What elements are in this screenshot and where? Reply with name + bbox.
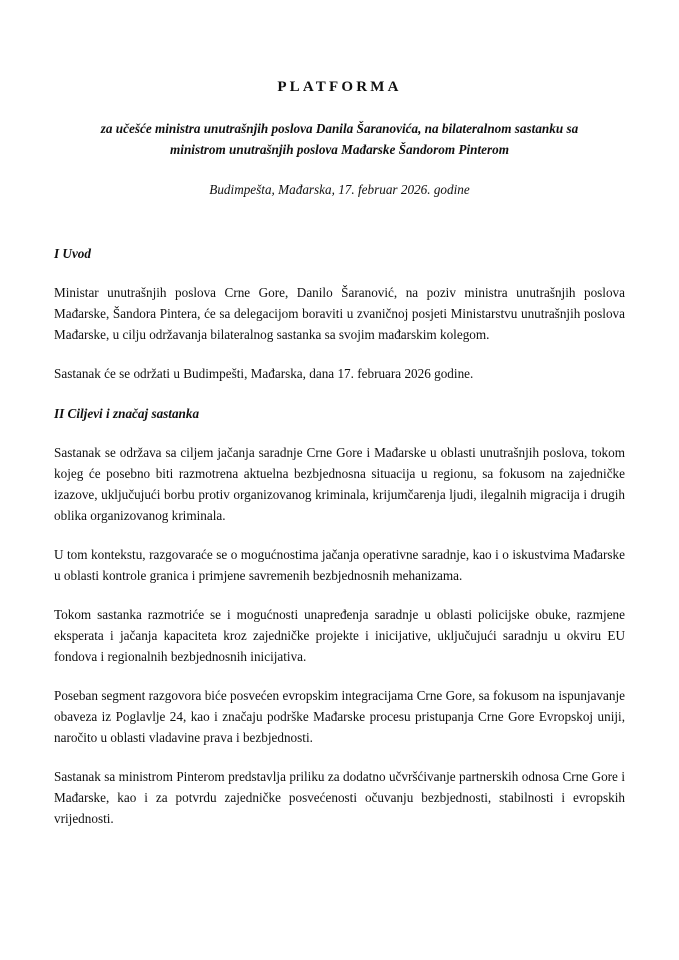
- paragraph: Sastanak sa ministrom Pinterom predstavlja priliku za dodatno učvršćivanje partnerskih odnosa Crne Gore i Mađarske, kao i za potvrdu zajedničke posvećenosti očuvanju bezbjednosti, stabilnosti i evropskih vrijednosti.: [54, 769, 625, 826]
- page-title: PLATFORMA: [277, 79, 402, 95]
- paragraph: Tokom sastanka razmotriće se i mogućnosti unapređenja saradnje u oblasti policijske obuke, razmjene eksperata i jačanja kapaciteta kroz zajedničke projekte i inicijative, uključujući saradnju u okviru EU fondova i regionalnih bezbjednosnih inicijativa.: [54, 607, 625, 664]
- document-subtitle: za učešće ministra unutrašnjih poslova Danila Šaranovića, na bilateralnom sastanku sa ministrom unutrašnjih poslova Mađarske Šandorom Pinterom: [100, 121, 579, 157]
- paragraph: Sastanak će se održati u Budimpešti, Mađarska, dana 17. februara 2026 godine.: [54, 366, 474, 381]
- document-header: [54, 78, 625, 200]
- paragraph: Sastanak se održava sa ciljem jačanja saradnje Crne Gore i Mađarske u oblasti unutrašnjih poslova, tokom kojeg će posebno biti razmotrena aktuelna bezbjednosna situacija u regionu, sa fokusom na zajedničke izazove, uključujući borbu protiv organizovanog kriminala, krijumčarenja ljudi, ilegalnih migracija i drugih oblika organizovanog kriminala.: [54, 445, 625, 523]
- section-heading-ciljevi: II Ciljevi i značaj sastanka: [54, 406, 200, 421]
- paragraph: U tom kontekstu, razgovaraće se o mogućnostima jačanja operativne saradnje, kao i o iskustvima Mađarske u oblasti kontrole granica i primjene savremenih bezbjednosnih mehanizama.: [54, 547, 625, 583]
- paragraph: Ministar unutrašnjih poslova Crne Gore, Danilo Šaranović, na poziv ministra unutrašnjih poslova Mađarske, Šandora Pintera, će sa delegacijom boraviti u zvaničnoj posjeti Ministarstvu unutrašnjih poslova Mađarske, u cilju održavanja bilateralnog sastanka sa svojim mađarskim kolegom.: [54, 285, 625, 342]
- section-uvod: [54, 244, 625, 384]
- paragraph: Poseban segment razgovora biće posvećen evropskim integracijama Crne Gore, sa fokusom na ispunjavanje obaveza iz Poglavlje 24, kao i značaju podrške Mađarske procesu pristupanja Crne Gore Evropskoj uniji, naročito u oblasti vladavine prava i bezbjednosti.: [54, 688, 625, 745]
- document-place-date: Budimpešta, Mađarska, 17. februar 2026. godine: [209, 182, 470, 197]
- section-heading-uvod: I Uvod: [54, 246, 91, 261]
- section-ciljevi-i-znacaj-sastanka: [54, 404, 625, 829]
- document-body: [54, 244, 625, 829]
